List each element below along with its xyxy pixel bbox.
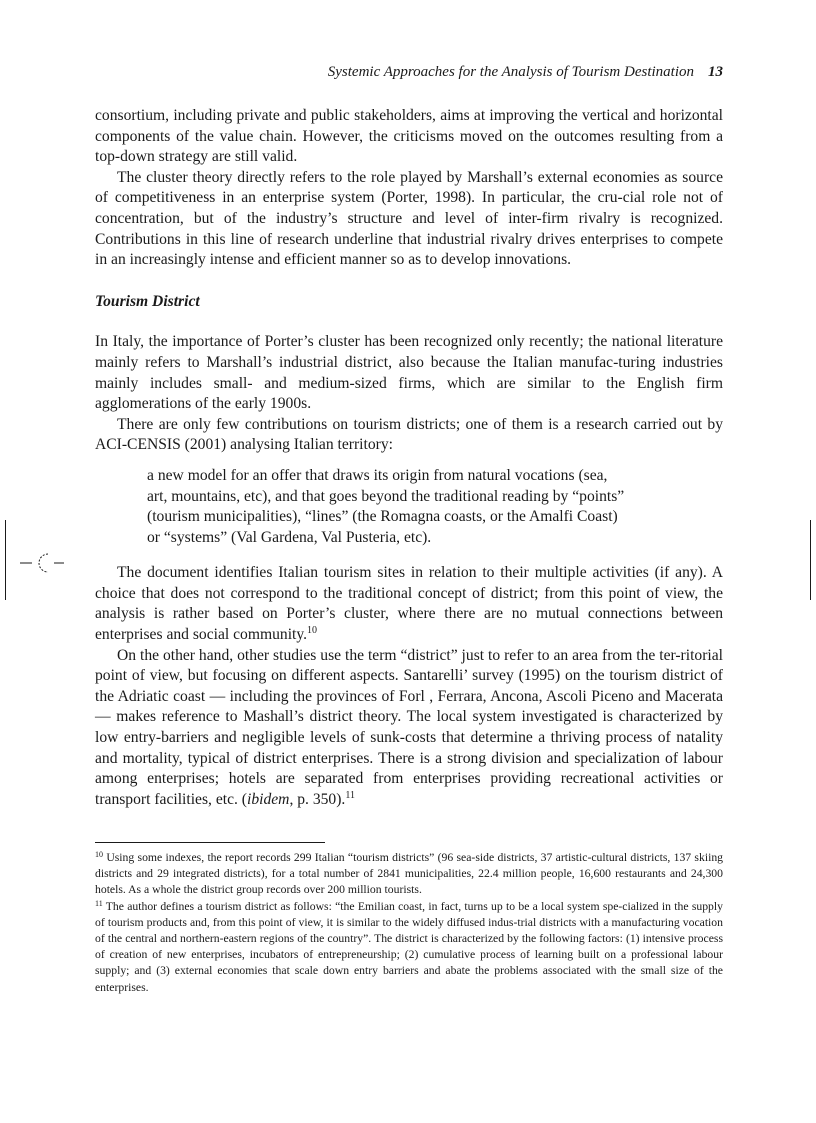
paragraph-6-text: On the other hand, other studies use the term “district” just to refer to an area from the ter-ritorial point of view, but focusing on different aspects. Santarelli’ survey (1995) on the tourism district of the Adriatic coast — including the provinces of Forl , Ferrara, Ancona, Ascoli Piceno and Macerata — makes reference to Mashall’s district theory. The local system investigated is characterized by low entry-barriers and negligible levels of sunk-costs that determine a thriving process of natality and mortality, typical of district enterprises. There is a strong division and specialization of labour among enterprises; hotels are separated from enterprises providing recreational activities or transport facilities, etc. ( bbox=[95, 646, 723, 808]
crop-mark-left bbox=[5, 520, 6, 600]
footnote-ref-10[interactable]: 10 bbox=[307, 625, 318, 637]
footnote-11 bbox=[95, 899, 723, 996]
block-quote bbox=[147, 466, 671, 548]
crop-mark-right bbox=[810, 520, 811, 600]
footnote-ref-11[interactable]: 11 bbox=[345, 789, 355, 801]
paragraph-1: consortium, including private and public stakeholders, aims at improving the vertical and horizontal components of the value chain. However, the criticisms moved on the outcomes resulting from a top-down strategy are still valid. bbox=[95, 107, 723, 166]
paragraph-5 bbox=[95, 563, 723, 645]
footnote-number: 10 bbox=[95, 850, 103, 859]
quote-line: art, mountains, etc), and that goes beyond the traditional reading by “points” bbox=[147, 487, 625, 505]
page-number: 13 bbox=[708, 64, 723, 80]
paragraph-6-end: , p. 350). bbox=[289, 790, 346, 808]
quote-line: (tourism municipalities), “lines” (the Romagna coasts, or the Amalfi Coast) bbox=[147, 508, 618, 526]
body-text bbox=[95, 106, 723, 810]
footnote-text: Using some indexes, the report records 299 Italian “tourism districts” (96 sea-side districts, 37 artistic-cultural districts, 137 skiing districts and 29 integrated districts), for a total number of 2841 municipalities, 22.4 million people, 16,600 restaurants and 24,300 hotels. As a whole the district group records over 200 million tourists. bbox=[95, 851, 724, 897]
paragraph-6 bbox=[95, 646, 723, 811]
section-heading: Tourism District bbox=[95, 292, 200, 310]
ibidem-citation: ibidem bbox=[246, 790, 290, 808]
running-head bbox=[95, 62, 723, 82]
running-title: Systemic Approaches for the Analysis of Tourism Destination bbox=[327, 64, 694, 80]
paragraph-5-text: The document identifies Italian tourism sites in relation to their multiple activities (if any). A choice that does not correspond to the traditional concept of district; from this point of view, the analysis is rather based on Porter’s cluster, where there are no mutual connections between enterprises and social community. bbox=[95, 564, 723, 644]
paragraph-2: The cluster theory directly refers to the role played by Marshall’s external economies as source of competitiveness in an enterprise system (Porter, 1998). In particular, the cru-cial role not of concentration, but of the industry’s structure and level of inter-firm rivalry is recognized. Contributions in this line of research underline that industrial rivalry drives enterprises to compete in an increasingly intense and efficient manner so as to develop innovations. bbox=[95, 168, 723, 269]
quote-line: a new model for an offer that draws its origin from natural vocations (sea, bbox=[147, 466, 608, 484]
registration-mark-icon bbox=[20, 551, 66, 575]
footnote-rule bbox=[95, 842, 325, 843]
footnotes bbox=[95, 850, 723, 996]
paragraph-3: In Italy, the importance of Porter’s cluster has been recognized only recently; the national literature mainly refers to Marshall’s industrial district, also because the Italian manufac-turing industries mainly includes small- and medium-sized firms, which are similar to the English firm agglomerations of the early 1900s. bbox=[95, 333, 723, 413]
paragraph-4: There are only few contributions on tourism districts; one of them is a research carried out by ACI-CENSIS (2001) analysing Italian territory: bbox=[95, 415, 723, 454]
footnote-10 bbox=[95, 850, 723, 899]
footnote-number: 11 bbox=[95, 898, 103, 908]
quote-line: or “systems” (Val Gardena, Val Pusteria, etc). bbox=[147, 528, 432, 546]
footnote-text: The author defines a tourism district as follows: “the Emilian coast, in fact, turns up to be a local system spe-cialized in the supply of tourism products and, from this point of view, it is similar to the widely diffused indus-trial districts with a manufacturing vocation of the central and northern-eastern regions of the country”. The district is characterized by the following factors: (1) intensive process of creation of new enterprises, incubators of entrepreneurship; (2) cumulative process of learning built on a professional labour supply; and (3) external economies that scale down entry barriers and abate the problems associated with the small size of the enterprises. bbox=[95, 899, 723, 994]
